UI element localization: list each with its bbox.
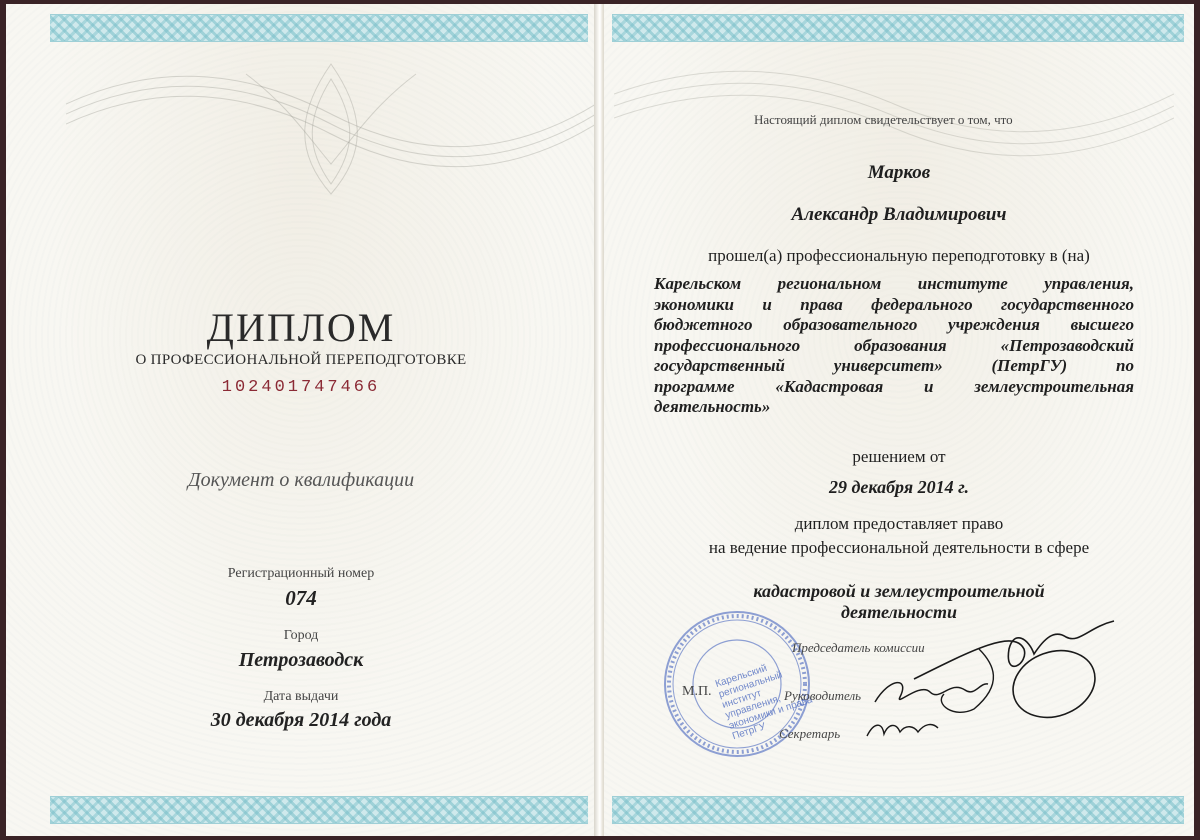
institution-line: профессионального образования «Петрозаводский <box>654 335 1134 355</box>
issue-date-value: 30 декабря 2014 года <box>210 709 392 731</box>
diploma-title: ДИПЛОМ <box>206 305 396 350</box>
registration-number: 074 <box>285 586 317 610</box>
right-bottom-border <box>612 796 1184 824</box>
head-label: Руководитель <box>784 688 862 703</box>
intro-text: Настоящий диплом свидетельствует о том, что <box>754 112 1013 127</box>
holder-surname: Марков <box>867 162 931 183</box>
seal-label: М.П. <box>682 684 712 699</box>
grants-line-1: диплом предоставляет право <box>794 514 1004 533</box>
secretary-label: Секретарь <box>779 726 841 741</box>
signature-secretary <box>862 714 942 744</box>
institution-line: Карельском региональном институте управления, <box>654 274 1134 293</box>
institution-line: деятельность» <box>654 397 771 416</box>
field-line-1: кадастровой и землеустроительной <box>753 581 1045 601</box>
city-label: Город <box>283 628 319 643</box>
institution-text <box>654 274 1134 418</box>
decision-date: 29 декабря 2014 г. <box>828 477 970 497</box>
diploma-subtitle: О ПРОФЕССИОНАЛЬНОЙ ПЕРЕПОДГОТОВКЕ <box>135 352 467 368</box>
passed-retraining-text: прошел(а) профессиональную переподготовку в (на) <box>708 246 1090 265</box>
institution-line: экономики и права федерального государственного <box>654 294 1134 314</box>
left-page <box>6 4 596 836</box>
institution-line: программе «Кадастровая и землеустроительная <box>654 376 1134 396</box>
serial-number: 102401747466 <box>221 378 381 397</box>
commission-chair-label: Председатель комиссии <box>792 640 925 655</box>
left-guilloche-ornament <box>66 44 596 204</box>
left-top-border <box>50 14 588 42</box>
right-page <box>604 4 1194 836</box>
signature-head <box>870 672 990 712</box>
city-value: Петрозаводск <box>238 649 364 671</box>
holder-name: Александр Владимирович <box>791 204 1007 225</box>
field-line-2: деятельности <box>841 602 957 622</box>
left-bottom-border <box>50 796 588 824</box>
institution-line: государственный университет» (ПетрГУ) по <box>654 356 1134 375</box>
diploma-spread <box>6 4 1194 836</box>
issue-date-label: Дата выдачи <box>263 689 339 704</box>
registration-label: Регистрационный номер <box>227 566 375 581</box>
grants-line-2: на ведение профессиональной деятельности в сфере <box>708 538 1090 557</box>
document-type: Документ о квалификации <box>187 469 415 491</box>
institution-line: бюджетного образовательного учреждения высшего <box>654 315 1134 334</box>
stamp-text: Карельский региональный институт управления, экономики и права ПетрГУ <box>714 662 814 743</box>
decision-label: решением от <box>852 447 946 466</box>
right-top-border <box>612 14 1184 42</box>
